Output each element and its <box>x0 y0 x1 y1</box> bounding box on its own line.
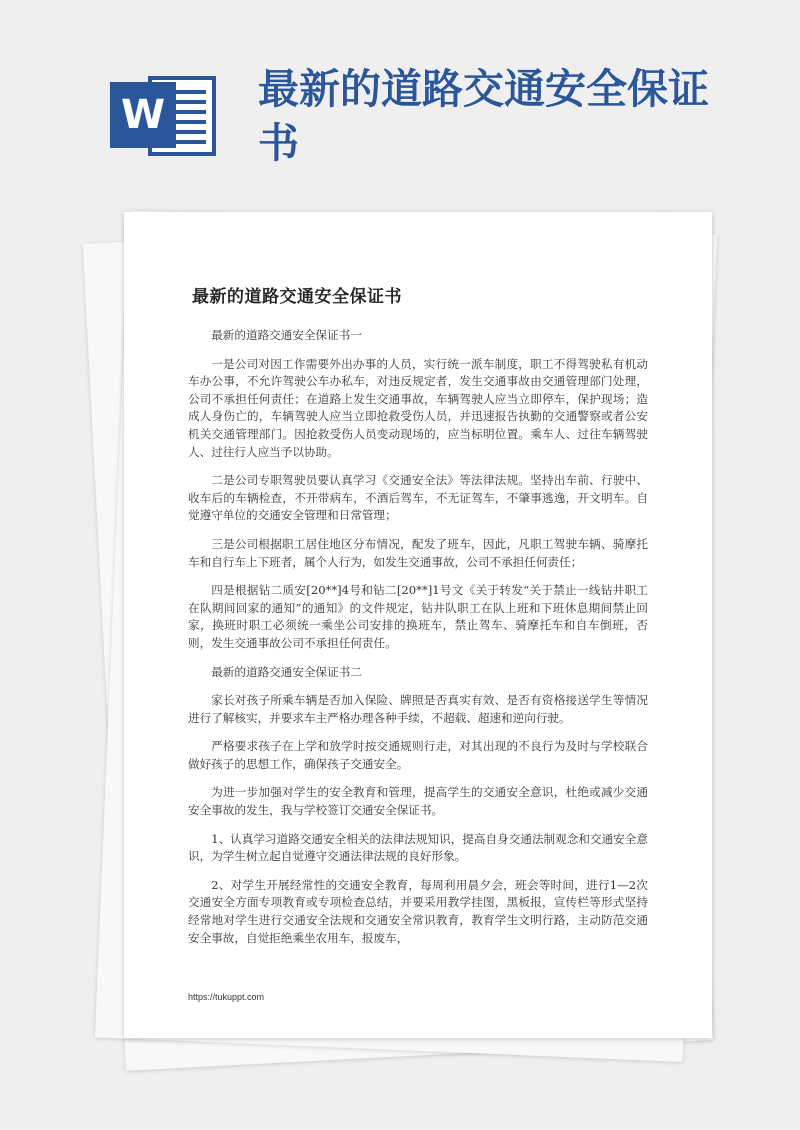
page-title: 最新的道路交通安全保证书 <box>258 65 709 167</box>
document-paragraph: 2、对学生开展经常性的交通安全教育，每周利用晨夕会，班会等时间，进行1—2次交通安全方面专项教育或专项检查总结，并要采用教学挂图，黑板报，宣传栏等形式坚持经常地对学生进行交通安全法规和交通安全常识教育，教育学生文明行路，主动防范交通安全事故，自觉拒绝乘坐农用车，报废车， <box>188 877 648 945</box>
document-paragraph: 严格要求孩子在上学和放学时按交通规则行走，对其出现的不良行为及时与学校联合做好孩子的思想工作，确保孩子交通安全。 <box>188 739 648 771</box>
document-page <box>124 212 712 1038</box>
word-badge: W <box>110 82 176 148</box>
document-paragraph: 一是公司对因工作需要外出办事的人员，实行统一派车制度，职工不得驾驶私有机动车办公事，不允许驾驶公车办私车，对违反规定者，发生交通事故由交通管理部门处理，公司不承担任何责任；在道路上发生交通事故，车辆驾驶人应当立即停车，保护现场；造成人身伤亡的，车辆驾驶人应当立即抢救受伤人员，并迅速报告执勤的交通警察或者公安机关交通管理部门。因抢救受伤人员变动现场的，应当标明位置。乘车人、过往车辆驾驶人、过往行人应当予以协助。 <box>188 356 648 459</box>
document-paragraph: 三是公司根据职工居住地区分布情况，配发了班车，因此，凡职工驾驶车辆、骑摩托车和自行车上下班者，属个人行为，如发生交通事故，公司不承担任何责任； <box>188 536 648 569</box>
document-paragraph: 二是公司专职驾驶员要认真学习《交通安全法》等法律法规。坚持出车前、行驶中、收车后的车辆检查，不开带病车，不酒后驾车，不无证驾车，不肇事逃逸，开文明车。自觉遵守单位的交通安全管理和日常管理； <box>188 473 648 523</box>
document-paragraph: 家长对孩子所乘车辆是否加入保险、牌照是否真实有效、是否有资格接送学生等情况进行了解核实，并要求车主严格办理各种手续，不超载、超速和逆向行驶。 <box>188 693 648 725</box>
footer-url[interactable]: https://tukuppt.com <box>188 992 265 1002</box>
word-icon <box>110 70 222 160</box>
page-header <box>0 0 800 200</box>
document-paragraph: 四是根据钻二质安[20**]4号和钻二[20**]1号文《关于转发“关于禁止一线钻井职工在队期间回家的通知”的通知》的文件规定，钻井队职工在队上班和下班休息期间禁止回家，换班时职工必须统一乘坐公司安排的换班车，禁止驾车、骑摩托车和自车倒班，否则，发生交通事故公司不承担任何责任。 <box>188 583 648 650</box>
document-paragraph: 为进一步加强对学生的安全教育和管理，提高学生的交通安全意识，杜绝或减少交通安全事故的发生，我与学校签订交通安全保证书。 <box>188 785 648 818</box>
document-paragraph: 最新的道路交通安全保证书一 <box>211 328 362 342</box>
document-paragraph: 最新的道路交通安全保证书二 <box>211 664 362 679</box>
document-title: 最新的道路交通安全保证书 <box>192 287 402 307</box>
document-paragraph: 1、认真学习道路交通安全相关的法律法规知识，提高自身交通法制观念和交通安全意识，为学生树立起自觉遵守交通法律法规的良好形象。 <box>188 831 648 864</box>
document-body <box>188 327 648 958</box>
